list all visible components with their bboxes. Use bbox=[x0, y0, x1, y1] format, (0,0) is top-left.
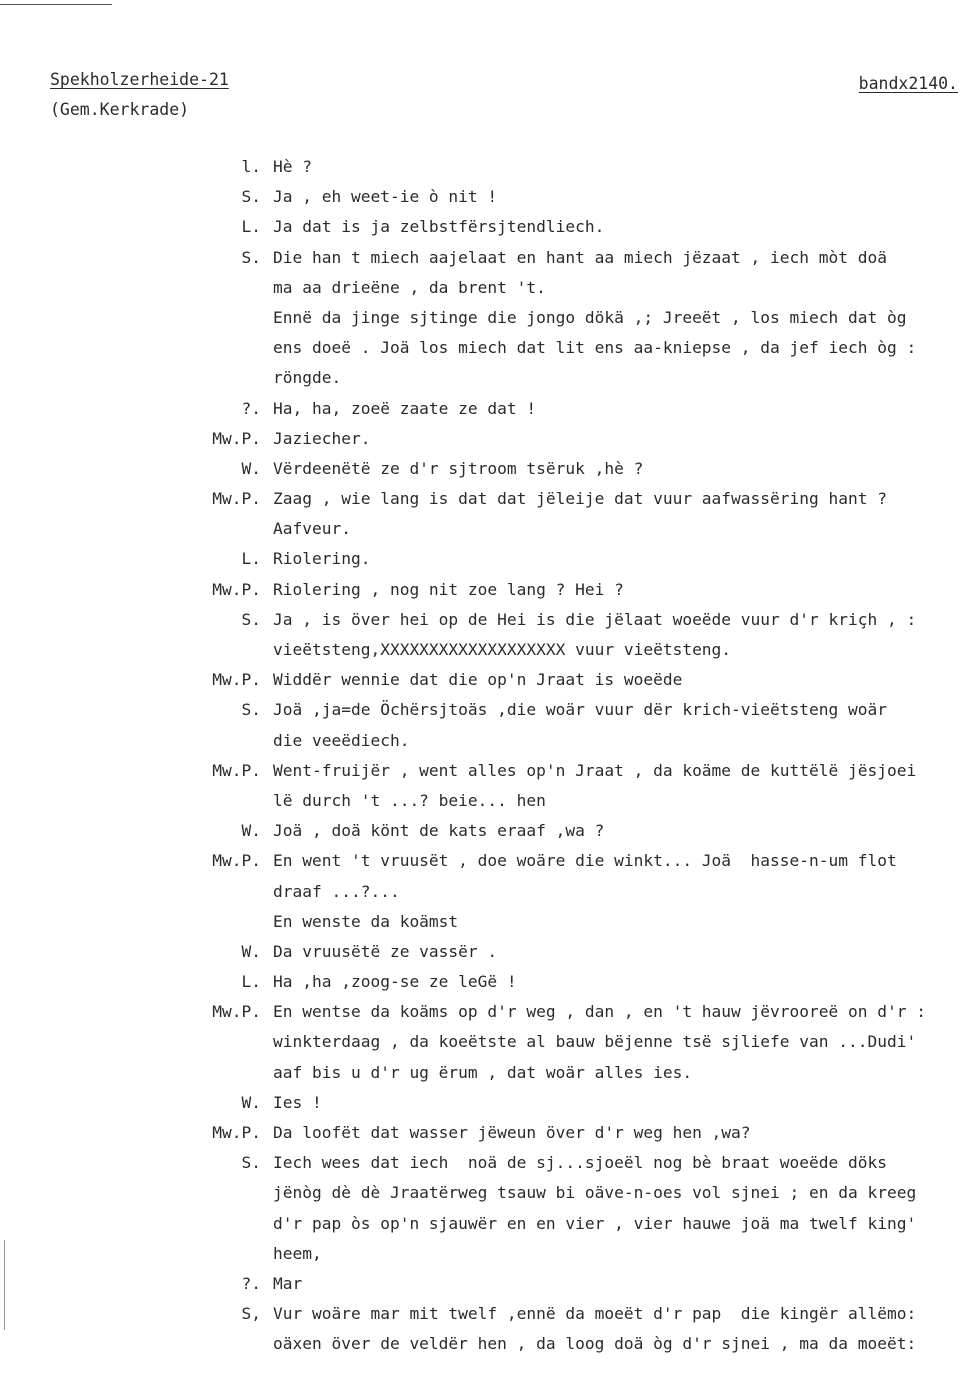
speaker-label: W. bbox=[241, 458, 261, 478]
speaker-label: W. bbox=[241, 1092, 261, 1112]
speaker-label: Mw.P. bbox=[212, 670, 261, 690]
speaker-label: L. bbox=[241, 549, 261, 569]
utterance-text: ma aa drieëne , da brent 't. bbox=[273, 277, 546, 297]
transcript-line bbox=[0, 489, 966, 519]
utterance-text: Ies ! bbox=[273, 1092, 322, 1112]
transcript-line bbox=[0, 731, 966, 761]
speaker-label: Mw.P. bbox=[212, 1002, 261, 1022]
transcript-line bbox=[0, 640, 966, 670]
utterance-text: Vërdeenëtë ze d'r sjtroom tsëruk ,hè ? bbox=[273, 458, 644, 478]
utterance-text: Ja , eh weet-ie ò nit ! bbox=[273, 187, 498, 207]
margin-mark bbox=[4, 1240, 5, 1330]
transcript-line bbox=[0, 1153, 966, 1183]
utterance-text: Vur woäre mar mit twelf ,ennë da moeët d'r pap die kingër allëmo: bbox=[273, 1304, 917, 1324]
utterance-text: En wenste da koämst bbox=[273, 911, 459, 931]
transcript-line bbox=[0, 851, 966, 881]
utterance-text: Widdër wennie dat die op'n Jraat is woeëde bbox=[273, 670, 683, 690]
transcript-line bbox=[0, 761, 966, 791]
transcript-line bbox=[0, 459, 966, 489]
utterance-text: Ja dat is ja zelbstfërsjtendliech. bbox=[273, 217, 605, 237]
transcript-line bbox=[0, 882, 966, 912]
transcript-line bbox=[0, 1244, 966, 1274]
transcript-line bbox=[0, 1183, 966, 1213]
utterance-text: Riolering , nog nit zoe lang ? Hei ? bbox=[273, 579, 624, 599]
transcript-line bbox=[0, 972, 966, 1002]
transcript-line bbox=[0, 429, 966, 459]
speaker-label: S. bbox=[241, 187, 261, 207]
speaker-label: Mw.P. bbox=[212, 760, 261, 780]
transcript-line bbox=[0, 1304, 966, 1334]
transcript-line bbox=[0, 278, 966, 308]
municipality-header: (Gem.Kerkrade) bbox=[50, 100, 190, 119]
utterance-text: Da vruusëtë ze vassër . bbox=[273, 941, 498, 961]
transcript-line bbox=[0, 1274, 966, 1304]
transcript-line bbox=[0, 1214, 966, 1244]
utterance-text: Hè ? bbox=[273, 157, 312, 176]
utterance-text: Joä , doä könt de kats eraaf ,wa ? bbox=[273, 821, 605, 841]
utterance-text: lë durch 't ...? beie... hen bbox=[273, 790, 546, 810]
transcript-line bbox=[0, 1063, 966, 1093]
utterance-text: Went-fruijër , went alles op'n Jraat , da koäme de kuttëlë jësjoei bbox=[273, 760, 917, 780]
utterance-text: winkterdaag , da koeëtste al bauw bëjenne tsë sjliefe van ...Dudi' bbox=[273, 1032, 917, 1052]
transcript-line bbox=[0, 912, 966, 942]
transcript-line bbox=[0, 368, 966, 398]
transcript-line bbox=[0, 217, 966, 247]
top-rule bbox=[0, 4, 112, 5]
transcript-line bbox=[0, 700, 966, 730]
utterance-text: draaf ...?... bbox=[273, 881, 400, 901]
utterance-text: Aafveur. bbox=[273, 519, 351, 539]
transcript-body bbox=[0, 157, 966, 1365]
speaker-label: S. bbox=[241, 700, 261, 720]
transcript-line bbox=[0, 610, 966, 640]
utterance-text: die veeëdiech. bbox=[273, 730, 410, 750]
utterance-text: Ja , is över hei op de Hei is die jëlaat woeëde vuur d'r kriçh , : bbox=[273, 609, 917, 629]
speaker-label: L. bbox=[241, 217, 261, 237]
utterance-text: Ha, ha, zoeë zaate ze dat ! bbox=[273, 398, 537, 418]
speaker-label: l. bbox=[241, 157, 261, 176]
location-text: Spekholzerheide-21 bbox=[50, 70, 229, 89]
speaker-label: ?. bbox=[241, 1273, 261, 1293]
transcript-line bbox=[0, 549, 966, 579]
utterance-text: Ha ,ha ,zoog-se ze leGë ! bbox=[273, 972, 517, 992]
location-header bbox=[50, 70, 229, 89]
utterance-text: Ennë da jinge sjtinge die jongo dökä ,; Jreeët , los miech dat òg bbox=[273, 307, 907, 327]
utterance-text: d'r pap òs op'n sjauwër en en vier , vier hauwe joä ma twelf king' bbox=[273, 1213, 917, 1233]
utterance-text: heem, bbox=[273, 1243, 322, 1263]
speaker-label: S, bbox=[241, 1304, 261, 1324]
utterance-text: jënòg dè dè Jraatërweg tsauw bi oäve-n-oes vol sjnei ; en da kreeg bbox=[273, 1183, 917, 1203]
tape-number: bandx2140. bbox=[858, 74, 958, 93]
utterance-text: Riolering. bbox=[273, 549, 371, 569]
utterance-text: ens doeë . Joä los miech dat lit ens aa-kniepse , da jef iech òg : bbox=[273, 338, 917, 358]
transcript-line bbox=[0, 942, 966, 972]
utterance-text: oäxen över de veldër hen , da loog doä òg d'r sjnei , ma da moeët: bbox=[273, 1334, 917, 1354]
speaker-label: Mw.P. bbox=[212, 579, 261, 599]
transcript-line bbox=[0, 791, 966, 821]
utterance-text: röngde. bbox=[273, 368, 342, 388]
utterance-text: Iech wees dat iech noä de sj...sjoeël nog bè braat woeëde döks bbox=[273, 1153, 887, 1173]
utterance-text: vieëtsteng,XXXXXXXXXXXXXXXXXXX vuur vieëtsteng. bbox=[273, 640, 732, 659]
transcript-line bbox=[0, 1123, 966, 1153]
utterance-text: aaf bis u d'r ug ërum , dat woär alles ies. bbox=[273, 1062, 693, 1082]
transcript-line bbox=[0, 1334, 966, 1364]
utterance-text: Joä ,ja=de Öchërsjtoäs ,die woär vuur dër krich-vieëtsteng woär bbox=[273, 700, 887, 720]
transcript-line bbox=[0, 157, 966, 187]
speaker-label: Mw.P. bbox=[212, 428, 261, 448]
speaker-label: L. bbox=[241, 972, 261, 992]
utterance-text: Jaziecher. bbox=[273, 428, 371, 448]
speaker-label: ?. bbox=[241, 398, 261, 418]
transcript-line bbox=[0, 1032, 966, 1062]
speaker-label: W. bbox=[241, 941, 261, 961]
transcript-line bbox=[0, 399, 966, 429]
transcript-line bbox=[0, 1093, 966, 1123]
utterance-text: Mar bbox=[273, 1273, 303, 1293]
speaker-label: S. bbox=[241, 247, 261, 267]
utterance-text: Zaag , wie lang is dat dat jëleije dat vuur aafwassëring hant ? bbox=[273, 489, 887, 509]
utterance-text: Die han t miech aajelaat en hant aa miech jëzaat , iech mòt doä bbox=[273, 247, 887, 267]
speaker-label: Mw.P. bbox=[212, 1123, 261, 1142]
speaker-label: W. bbox=[241, 821, 261, 841]
speaker-label: S. bbox=[241, 609, 261, 629]
transcript-line bbox=[0, 338, 966, 368]
transcript-line bbox=[0, 519, 966, 549]
speaker-label: S. bbox=[241, 1153, 261, 1173]
utterance-text: En wentse da koäms op d'r weg , dan , en 't hauw jëvrooreë on d'r : bbox=[273, 1002, 926, 1022]
speaker-label: Mw.P. bbox=[212, 851, 261, 871]
transcript-line bbox=[0, 670, 966, 700]
speaker-label: Mw.P. bbox=[212, 489, 261, 509]
transcript-line bbox=[0, 821, 966, 851]
transcript-line bbox=[0, 187, 966, 217]
transcript-line bbox=[0, 1002, 966, 1032]
transcript-line bbox=[0, 308, 966, 338]
transcript-line bbox=[0, 248, 966, 278]
utterance-text: En went 't vruusët , doe woäre die winkt... Joä hasse-n-um flot bbox=[273, 851, 897, 871]
transcript-line bbox=[0, 580, 966, 610]
utterance-text: Da loofët dat wasser jëweun över d'r weg hen ,wa? bbox=[273, 1123, 751, 1142]
